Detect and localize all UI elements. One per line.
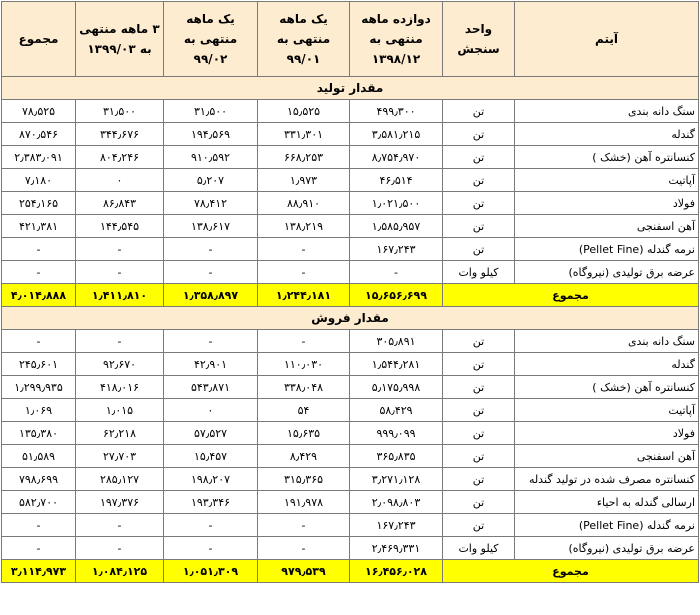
month-2-cell: ۱٫۰۵۱٫۳۰۹ xyxy=(164,560,258,583)
month-1-cell: ۱۵٫۵۲۵ xyxy=(258,100,350,123)
twelve-months-cell: ۱٫۰۲۱٫۵۰۰ xyxy=(350,192,443,215)
month-1-cell: ۱۹۱٫۹۷۸ xyxy=(258,491,350,514)
item-cell: عرضه برق تولیدی (نیروگاه) xyxy=(515,261,699,284)
three-months-cell: ۰ xyxy=(76,169,164,192)
total-cell: - xyxy=(2,261,76,284)
table-row xyxy=(2,376,699,399)
item-cell: کنسانتره آهن (خشک ) xyxy=(515,376,699,399)
table-row xyxy=(2,238,699,261)
three-months-cell: ۲۸۵٫۱۲۷ xyxy=(76,468,164,491)
header-three-months: ۳ ماهه منتهی به ۱۳۹۹/۰۳ xyxy=(76,2,164,77)
month-1-cell: ۶۶۸٫۲۵۳ xyxy=(258,146,350,169)
header-month-2: یک ماهه منتهی به ۹۹/۰۲ xyxy=(164,2,258,77)
table-row xyxy=(2,192,699,215)
unit-cell: تن xyxy=(443,238,515,261)
table-row xyxy=(2,100,699,123)
month-2-cell: ۱۵٫۴۵۷ xyxy=(164,445,258,468)
three-months-cell: ۳۴۴٫۶۷۶ xyxy=(76,123,164,146)
item-cell: آهن اسفنجی xyxy=(515,445,699,468)
unit-cell: تن xyxy=(443,468,515,491)
total-cell: ۲٫۳۸۳٫۰۹۱ xyxy=(2,146,76,169)
month-1-cell: - xyxy=(258,238,350,261)
table-row xyxy=(2,537,699,560)
twelve-months-cell: ۲٫۴۶۹٫۳۳۱ xyxy=(350,537,443,560)
month-1-cell: ۹۷۹٫۵۳۹ xyxy=(258,560,350,583)
unit-cell: کیلو وات xyxy=(443,537,515,560)
month-2-cell: ۱۳۸٫۶۱۷ xyxy=(164,215,258,238)
month-1-cell: ۵۴ xyxy=(258,399,350,422)
month-1-cell: ۳۳۱٫۳۰۱ xyxy=(258,123,350,146)
item-cell: آپاتیت xyxy=(515,399,699,422)
total-cell: ۷۹۸٫۶۹۹ xyxy=(2,468,76,491)
month-2-cell: ۵٫۲۰۷ xyxy=(164,169,258,192)
table-row xyxy=(2,514,699,537)
item-cell: فولاد xyxy=(515,422,699,445)
sales-section-header xyxy=(2,307,699,330)
table-row xyxy=(2,422,699,445)
total-cell: ۲۴۵٫۶۰۱ xyxy=(2,353,76,376)
item-cell: عرضه برق تولیدی (نیروگاه) xyxy=(515,537,699,560)
three-months-cell: - xyxy=(76,514,164,537)
unit-cell: تن xyxy=(443,445,515,468)
twelve-months-cell: ۴۹۹٫۳۰۰ xyxy=(350,100,443,123)
three-months-cell: ۸۰۴٫۲۴۶ xyxy=(76,146,164,169)
twelve-months-cell: ۱۶٫۴۵۶٫۰۲۸ xyxy=(350,560,443,583)
month-2-cell: ۱۹۸٫۲۰۷ xyxy=(164,468,258,491)
twelve-months-cell: ۱٫۵۴۴٫۲۸۱ xyxy=(350,353,443,376)
month-1-cell: - xyxy=(258,537,350,560)
total-label: مجموع xyxy=(443,284,699,307)
item-cell: آهن اسفنجی xyxy=(515,215,699,238)
three-months-cell: ۲۷٫۷۰۳ xyxy=(76,445,164,468)
month-1-cell: ۱۱۰٫۰۳۰ xyxy=(258,353,350,376)
month-2-cell: - xyxy=(164,537,258,560)
twelve-months-cell: ۳٫۲۷۱٫۱۲۸ xyxy=(350,468,443,491)
month-1-cell: ۱٫۹۷۳ xyxy=(258,169,350,192)
item-cell: نرمه گندله (Pellet Fine) xyxy=(515,238,699,261)
month-1-cell: ۱۳۸٫۲۱۹ xyxy=(258,215,350,238)
month-2-cell: ۵۷٫۵۲۷ xyxy=(164,422,258,445)
total-cell: ۳٫۱۱۴٫۹۷۳ xyxy=(2,560,76,583)
month-2-cell: ۷۸٫۴۱۲ xyxy=(164,192,258,215)
total-cell: - xyxy=(2,537,76,560)
three-months-cell: ۶۲٫۲۱۸ xyxy=(76,422,164,445)
unit-cell: تن xyxy=(443,169,515,192)
item-cell: گندله xyxy=(515,353,699,376)
twelve-months-cell: ۱۶۷٫۲۴۳ xyxy=(350,238,443,261)
sales-total-row xyxy=(2,560,699,583)
report-table xyxy=(1,1,699,583)
table-row xyxy=(2,261,699,284)
three-months-cell: ۱٫۰۸۴٫۱۲۵ xyxy=(76,560,164,583)
three-months-cell: ۱۹۷٫۳۷۶ xyxy=(76,491,164,514)
item-cell: فولاد xyxy=(515,192,699,215)
twelve-months-cell: ۳۰۵٫۸۹۱ xyxy=(350,330,443,353)
unit-cell: تن xyxy=(443,100,515,123)
twelve-months-cell: ۲٫۰۹۸٫۸۰۳ xyxy=(350,491,443,514)
header-row xyxy=(2,2,699,77)
unit-cell: تن xyxy=(443,146,515,169)
month-2-cell: ۱۹۴٫۵۶۹ xyxy=(164,123,258,146)
twelve-months-cell: ۳٫۵۸۱٫۲۱۵ xyxy=(350,123,443,146)
header-total: مجموع xyxy=(2,2,76,77)
month-1-cell: ۳۱۵٫۳۶۵ xyxy=(258,468,350,491)
month-1-cell: ۱۵٫۶۳۵ xyxy=(258,422,350,445)
month-2-cell: - xyxy=(164,514,258,537)
total-cell: ۸۷۰٫۵۴۶ xyxy=(2,123,76,146)
month-2-cell: - xyxy=(164,238,258,261)
twelve-months-cell: ۱٫۵۸۵٫۹۵۷ xyxy=(350,215,443,238)
unit-cell: تن xyxy=(443,192,515,215)
total-cell: ۷٫۱۸۰ xyxy=(2,169,76,192)
total-cell: ۴۲۱٫۳۸۱ xyxy=(2,215,76,238)
three-months-cell: ۸۶٫۸۴۳ xyxy=(76,192,164,215)
month-1-cell: ۳۳۸٫۰۴۸ xyxy=(258,376,350,399)
table-row xyxy=(2,169,699,192)
item-cell: سنگ دانه بندی xyxy=(515,100,699,123)
item-cell: سنگ دانه بندی xyxy=(515,330,699,353)
total-cell: ۷۸٫۵۲۵ xyxy=(2,100,76,123)
month-2-cell: ۵۴۳٫۸۷۱ xyxy=(164,376,258,399)
total-cell: - xyxy=(2,330,76,353)
three-months-cell: - xyxy=(76,238,164,261)
total-cell: - xyxy=(2,514,76,537)
table-row xyxy=(2,468,699,491)
unit-cell: تن xyxy=(443,123,515,146)
month-2-cell: ۴۲٫۹۰۱ xyxy=(164,353,258,376)
month-2-cell: - xyxy=(164,261,258,284)
three-months-cell: ۴۱۸٫۰۱۶ xyxy=(76,376,164,399)
item-cell: ارسالی گندله به احیاء xyxy=(515,491,699,514)
month-1-cell: ۱٫۲۴۴٫۱۸۱ xyxy=(258,284,350,307)
table-row xyxy=(2,491,699,514)
unit-cell: کیلو وات xyxy=(443,261,515,284)
unit-cell: تن xyxy=(443,514,515,537)
item-cell: نرمه گندله (Pellet Fine) xyxy=(515,514,699,537)
item-cell: کنسانتره مصرف شده در تولید گندله xyxy=(515,468,699,491)
total-cell: ۱٫۰۶۹ xyxy=(2,399,76,422)
month-2-cell: - xyxy=(164,330,258,353)
twelve-months-cell: ۱۶۷٫۲۴۳ xyxy=(350,514,443,537)
sales-section-title: مقدار فروش xyxy=(2,307,699,330)
header-item: آیتم xyxy=(515,2,699,77)
twelve-months-cell: ۵۸٫۴۲۹ xyxy=(350,399,443,422)
month-2-cell: ۹۱۰٫۵۹۲ xyxy=(164,146,258,169)
month-1-cell: ۸۸٫۹۱۰ xyxy=(258,192,350,215)
header-month-1: یک ماهه منتهی به ۹۹/۰۱ xyxy=(258,2,350,77)
three-months-cell: - xyxy=(76,537,164,560)
table-row xyxy=(2,353,699,376)
month-2-cell: ۱٫۳۵۸٫۸۹۷ xyxy=(164,284,258,307)
total-cell: ۱۳۵٫۳۸۰ xyxy=(2,422,76,445)
table-row xyxy=(2,399,699,422)
three-months-cell: ۱٫۰۱۵ xyxy=(76,399,164,422)
month-1-cell: - xyxy=(258,514,350,537)
month-2-cell: ۳۱٫۵۰۰ xyxy=(164,100,258,123)
three-months-cell: ۹۲٫۶۷۰ xyxy=(76,353,164,376)
total-cell: ۲۵۴٫۱۶۵ xyxy=(2,192,76,215)
table-row xyxy=(2,330,699,353)
twelve-months-cell: ۸٫۷۵۴٫۹۷۰ xyxy=(350,146,443,169)
three-months-cell: - xyxy=(76,261,164,284)
total-cell: - xyxy=(2,238,76,261)
three-months-cell: - xyxy=(76,330,164,353)
item-cell: گندله xyxy=(515,123,699,146)
unit-cell: تن xyxy=(443,353,515,376)
production-section-title: مقدار تولید xyxy=(2,77,699,100)
three-months-cell: ۱۴۴٫۵۴۵ xyxy=(76,215,164,238)
unit-cell: تن xyxy=(443,491,515,514)
month-1-cell: - xyxy=(258,261,350,284)
table-row xyxy=(2,146,699,169)
total-label: مجموع xyxy=(443,560,699,583)
total-cell: ۵۸۲٫۷۰۰ xyxy=(2,491,76,514)
unit-cell: تن xyxy=(443,330,515,353)
unit-cell: تن xyxy=(443,215,515,238)
production-total-row xyxy=(2,284,699,307)
item-cell: آپاتیت xyxy=(515,169,699,192)
month-1-cell: ۸٫۴۲۹ xyxy=(258,445,350,468)
month-1-cell: - xyxy=(258,330,350,353)
twelve-months-cell: ۴۶٫۵۱۴ xyxy=(350,169,443,192)
total-cell: ۵۱٫۵۸۹ xyxy=(2,445,76,468)
unit-cell: تن xyxy=(443,422,515,445)
item-cell: کنسانتره آهن (خشک ) xyxy=(515,146,699,169)
twelve-months-cell: - xyxy=(350,261,443,284)
table-row xyxy=(2,123,699,146)
unit-cell: تن xyxy=(443,399,515,422)
header-twelve-months: دوازده ماهه منتهی به ۱۳۹۸/۱۲ xyxy=(350,2,443,77)
twelve-months-cell: ۳۶۵٫۸۳۵ xyxy=(350,445,443,468)
twelve-months-cell: ۱۵٫۶۵۶٫۶۹۹ xyxy=(350,284,443,307)
table-row xyxy=(2,445,699,468)
month-2-cell: ۰ xyxy=(164,399,258,422)
month-2-cell: ۱۹۳٫۳۴۶ xyxy=(164,491,258,514)
production-section-header xyxy=(2,77,699,100)
three-months-cell: ۳۱٫۵۰۰ xyxy=(76,100,164,123)
total-cell: ۴٫۰۱۴٫۸۸۸ xyxy=(2,284,76,307)
header-unit: واحد سنجش xyxy=(443,2,515,77)
twelve-months-cell: ۵٫۱۷۵٫۹۹۸ xyxy=(350,376,443,399)
total-cell: ۱٫۲۹۹٫۹۳۵ xyxy=(2,376,76,399)
three-months-cell: ۱٫۴۱۱٫۸۱۰ xyxy=(76,284,164,307)
twelve-months-cell: ۹۹۹٫۰۹۹ xyxy=(350,422,443,445)
unit-cell: تن xyxy=(443,376,515,399)
table-row xyxy=(2,215,699,238)
